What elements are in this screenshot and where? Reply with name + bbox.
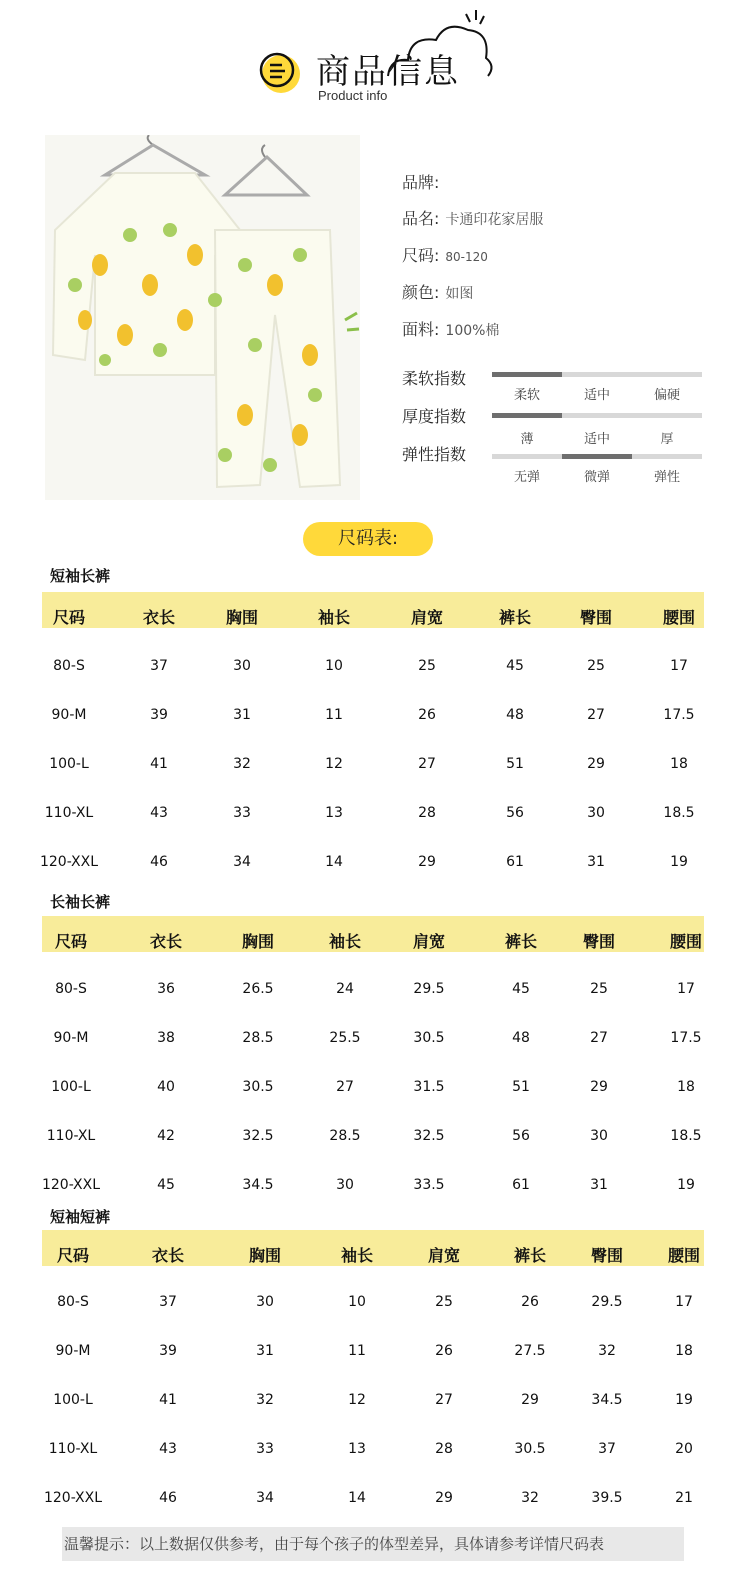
- table-cell: 37: [150, 658, 168, 674]
- info-color: [402, 280, 473, 303]
- table-cell: 27: [590, 1030, 608, 1046]
- index-option: 适中: [583, 432, 610, 447]
- table-cell: 25: [587, 658, 605, 674]
- table-cell: 29: [587, 756, 605, 772]
- info-brand-label: 品牌:: [402, 173, 440, 192]
- table-header-cell: 臀围: [582, 932, 615, 951]
- table-header-cell: 胸围: [225, 608, 258, 627]
- table-cell: 32.5: [413, 1128, 445, 1144]
- table-cell: 19: [677, 1177, 695, 1193]
- info-size-value: 80-120: [445, 250, 488, 264]
- table-cell: 18.5: [663, 805, 695, 821]
- index-bar-selected: [492, 372, 562, 377]
- table-cell: 90-M: [51, 707, 87, 723]
- table-cell: 39: [159, 1343, 177, 1359]
- info-name-label: 品名:: [402, 209, 440, 228]
- index-option: 柔软: [513, 388, 540, 403]
- table-cell: 45: [157, 1177, 175, 1193]
- index-option: 无弹: [513, 470, 540, 485]
- table-cell: 46: [159, 1490, 177, 1506]
- table-title: 短袖短裤: [50, 1208, 111, 1226]
- table-cell: 32: [256, 1392, 274, 1408]
- table-cell: 32.5: [242, 1128, 274, 1144]
- table-header-cell: 尺码: [52, 608, 85, 627]
- table-cell: 29.5: [413, 981, 445, 997]
- table-cell: 30: [256, 1294, 274, 1310]
- table-cell: 39: [150, 707, 168, 723]
- index-option: 薄: [520, 432, 534, 447]
- table-cell: 24: [336, 981, 354, 997]
- info-fabric: [402, 317, 499, 340]
- table-cell: 27.5: [514, 1343, 546, 1359]
- table-cell: 27: [435, 1392, 453, 1408]
- table-cell: 90-M: [53, 1030, 89, 1046]
- table-cell: 51: [506, 756, 524, 772]
- info-fabric-label: 面料:: [402, 320, 440, 339]
- table-cell: 30.5: [413, 1030, 445, 1046]
- table-cell: 110-XL: [48, 1441, 98, 1457]
- table-cell: 25.5: [329, 1030, 361, 1046]
- table-cell: 10: [348, 1294, 366, 1310]
- table-cell: 43: [150, 805, 168, 821]
- table-cell: 120-XXL: [39, 854, 99, 870]
- table-cell: 19: [670, 854, 688, 870]
- table-cell: 25: [435, 1294, 453, 1310]
- table-cell: 12: [348, 1392, 366, 1408]
- table-cell: 17.5: [663, 707, 695, 723]
- table-cell: 30: [587, 805, 605, 821]
- table-cell: 17: [670, 658, 688, 674]
- table-cell: 36: [157, 981, 175, 997]
- table-cell: 29: [590, 1079, 608, 1095]
- index-option: 适中: [583, 388, 610, 403]
- table-header-cell: 衣长: [151, 1246, 184, 1265]
- table-cell: 56: [512, 1128, 530, 1144]
- page-subtitle: Product info: [318, 88, 388, 103]
- table-header-cell: 裤长: [504, 932, 537, 951]
- table-cell: 100-L: [49, 756, 89, 772]
- table-cell: 37: [159, 1294, 177, 1310]
- table-cell: 20: [675, 1441, 693, 1457]
- table-cell: 27: [587, 707, 605, 723]
- table-cell: 100-L: [51, 1079, 91, 1095]
- page-header: [0, 0, 750, 115]
- table-cell: 31.5: [413, 1079, 445, 1095]
- table-header-cell: 裤长: [513, 1246, 546, 1265]
- page-title: 商品信息: [316, 52, 460, 92]
- table-cell: 18: [677, 1079, 695, 1095]
- table-header-cell: 胸围: [248, 1246, 281, 1265]
- table-cell: 110-XL: [46, 1128, 96, 1144]
- info-fabric-value: 100%棉: [445, 323, 500, 339]
- table-header-cell: 袖长: [328, 932, 361, 951]
- table-cell: 17: [675, 1294, 693, 1310]
- table-cell: 14: [325, 854, 343, 870]
- table-cell: 11: [348, 1343, 366, 1359]
- table-cell: 34: [233, 854, 251, 870]
- table-header-cell: 肩宽: [427, 1246, 460, 1265]
- table-header-cell: 臀围: [579, 608, 612, 627]
- index-bar: [492, 454, 702, 459]
- index-bar-selected: [562, 454, 632, 459]
- table-cell: 80-S: [53, 658, 85, 674]
- table-cell: 32: [598, 1343, 616, 1359]
- index-label: 厚度指数: [402, 407, 467, 426]
- table-cell: 31: [233, 707, 251, 723]
- table-header-cell: 袖长: [340, 1246, 373, 1265]
- table-cell: 31: [587, 854, 605, 870]
- table-cell: 19: [675, 1392, 693, 1408]
- table-cell: 33: [233, 805, 251, 821]
- size-chart-title: 尺码表:: [303, 522, 433, 556]
- table-cell: 61: [506, 854, 524, 870]
- table-cell: 18.5: [670, 1128, 702, 1144]
- table-cell: 28.5: [242, 1030, 274, 1046]
- table-cell: 30: [336, 1177, 354, 1193]
- table-cell: 21: [675, 1490, 693, 1506]
- table-cell: 120-XXL: [43, 1490, 103, 1506]
- table-cell: 26: [521, 1294, 539, 1310]
- table-header-cell: 肩宽: [412, 932, 445, 951]
- table-cell: 10: [325, 658, 343, 674]
- table-cell: 13: [325, 805, 343, 821]
- table-cell: 17: [677, 981, 695, 997]
- product-image: [45, 135, 360, 500]
- table-cell: 30: [233, 658, 251, 674]
- table-cell: 45: [512, 981, 530, 997]
- table-cell: 48: [506, 707, 524, 723]
- table-cell: 33.5: [413, 1177, 445, 1193]
- table-cell: 61: [512, 1177, 530, 1193]
- info-name: [402, 206, 543, 229]
- info-name-value: 卡通印花家居服: [445, 212, 544, 228]
- table-cell: 29: [521, 1392, 539, 1408]
- index-label: 柔软指数: [402, 369, 467, 388]
- table-cell: 27: [336, 1079, 354, 1095]
- table-cell: 26.5: [242, 981, 274, 997]
- table-cell: 17.5: [670, 1030, 702, 1046]
- table-cell: 37: [598, 1441, 616, 1457]
- table-cell: 46: [150, 854, 168, 870]
- table-header-cell: 尺码: [56, 1246, 89, 1265]
- index-bar: [492, 413, 702, 418]
- table-cell: 31: [590, 1177, 608, 1193]
- index-option: 偏硬: [653, 388, 680, 403]
- table-cell: 29: [435, 1490, 453, 1506]
- info-size: [402, 243, 488, 266]
- table-cell: 40: [157, 1079, 175, 1095]
- table-cell: 34.5: [242, 1177, 274, 1193]
- table-header-cell: 尺码: [54, 932, 87, 951]
- table-cell: 90-M: [55, 1343, 91, 1359]
- table-cell: 25: [418, 658, 436, 674]
- info-size-label: 尺码:: [402, 246, 440, 265]
- table-cell: 30.5: [242, 1079, 274, 1095]
- table-cell: 30.5: [514, 1441, 546, 1457]
- table-cell: 80-S: [57, 1294, 89, 1310]
- info-color-value: 如图: [445, 286, 474, 302]
- table-cell: 110-XL: [44, 805, 94, 821]
- table-header-cell: 袖长: [317, 608, 350, 627]
- table-cell: 12: [325, 756, 343, 772]
- table-cell: 39.5: [591, 1490, 623, 1506]
- index-option: 微弹: [583, 470, 610, 485]
- table-header-cell: 胸围: [241, 932, 274, 951]
- table-title: 长袖长裤: [50, 893, 111, 911]
- table-header-cell: 衣长: [142, 608, 175, 627]
- table-cell: 28: [435, 1441, 453, 1457]
- table-cell: 45: [506, 658, 524, 674]
- table-title: 短袖长裤: [50, 567, 111, 585]
- table-cell: 26: [418, 707, 436, 723]
- table-cell: 27: [418, 756, 436, 772]
- table-cell: 11: [325, 707, 343, 723]
- table-header-cell: 臀围: [590, 1246, 623, 1265]
- table-cell: 33: [256, 1441, 274, 1457]
- table-cell: 34: [256, 1490, 274, 1506]
- table-cell: 32: [233, 756, 251, 772]
- notice-text: 温馨提示：以上数据仅供参考，由于每个孩子的体型差异，具体请参考详情尺码表: [62, 1527, 684, 1561]
- table-cell: 25: [590, 981, 608, 997]
- table-cell: 18: [675, 1343, 693, 1359]
- table-cell: 32: [521, 1490, 539, 1506]
- table-cell: 38: [157, 1030, 175, 1046]
- table-header-cell: 肩宽: [410, 608, 443, 627]
- table-cell: 29.5: [591, 1294, 623, 1310]
- table-cell: 29: [418, 854, 436, 870]
- table-cell: 28: [418, 805, 436, 821]
- info-brand: [402, 170, 445, 193]
- menu-circle-icon: [257, 50, 301, 94]
- table-cell: 43: [159, 1441, 177, 1457]
- table-cell: 18: [670, 756, 688, 772]
- index-option: 弹性: [653, 470, 680, 485]
- table-cell: 13: [348, 1441, 366, 1457]
- table-cell: 14: [348, 1490, 366, 1506]
- index-bar-selected: [492, 413, 562, 418]
- table-header-cell: 裤长: [498, 608, 531, 627]
- table-header-cell: 衣长: [149, 932, 182, 951]
- table-header-cell: 腰围: [667, 1246, 700, 1265]
- table-header-cell: 腰围: [662, 608, 695, 627]
- index-bar: [492, 372, 702, 377]
- table-cell: 80-S: [55, 981, 87, 997]
- table-header-cell: 腰围: [669, 932, 702, 951]
- table-cell: 30: [590, 1128, 608, 1144]
- table-cell: 41: [159, 1392, 177, 1408]
- index-option: 厚: [660, 432, 674, 447]
- index-label: 弹性指数: [402, 445, 467, 464]
- table-cell: 51: [512, 1079, 530, 1095]
- table-cell: 41: [150, 756, 168, 772]
- table-cell: 26: [435, 1343, 453, 1359]
- table-cell: 42: [157, 1128, 175, 1144]
- table-cell: 34.5: [591, 1392, 623, 1408]
- table-cell: 28.5: [329, 1128, 361, 1144]
- table-cell: 31: [256, 1343, 274, 1359]
- info-color-label: 颜色:: [402, 283, 440, 302]
- table-cell: 48: [512, 1030, 530, 1046]
- table-cell: 56: [506, 805, 524, 821]
- table-cell: 100-L: [53, 1392, 93, 1408]
- table-cell: 120-XXL: [41, 1177, 101, 1193]
